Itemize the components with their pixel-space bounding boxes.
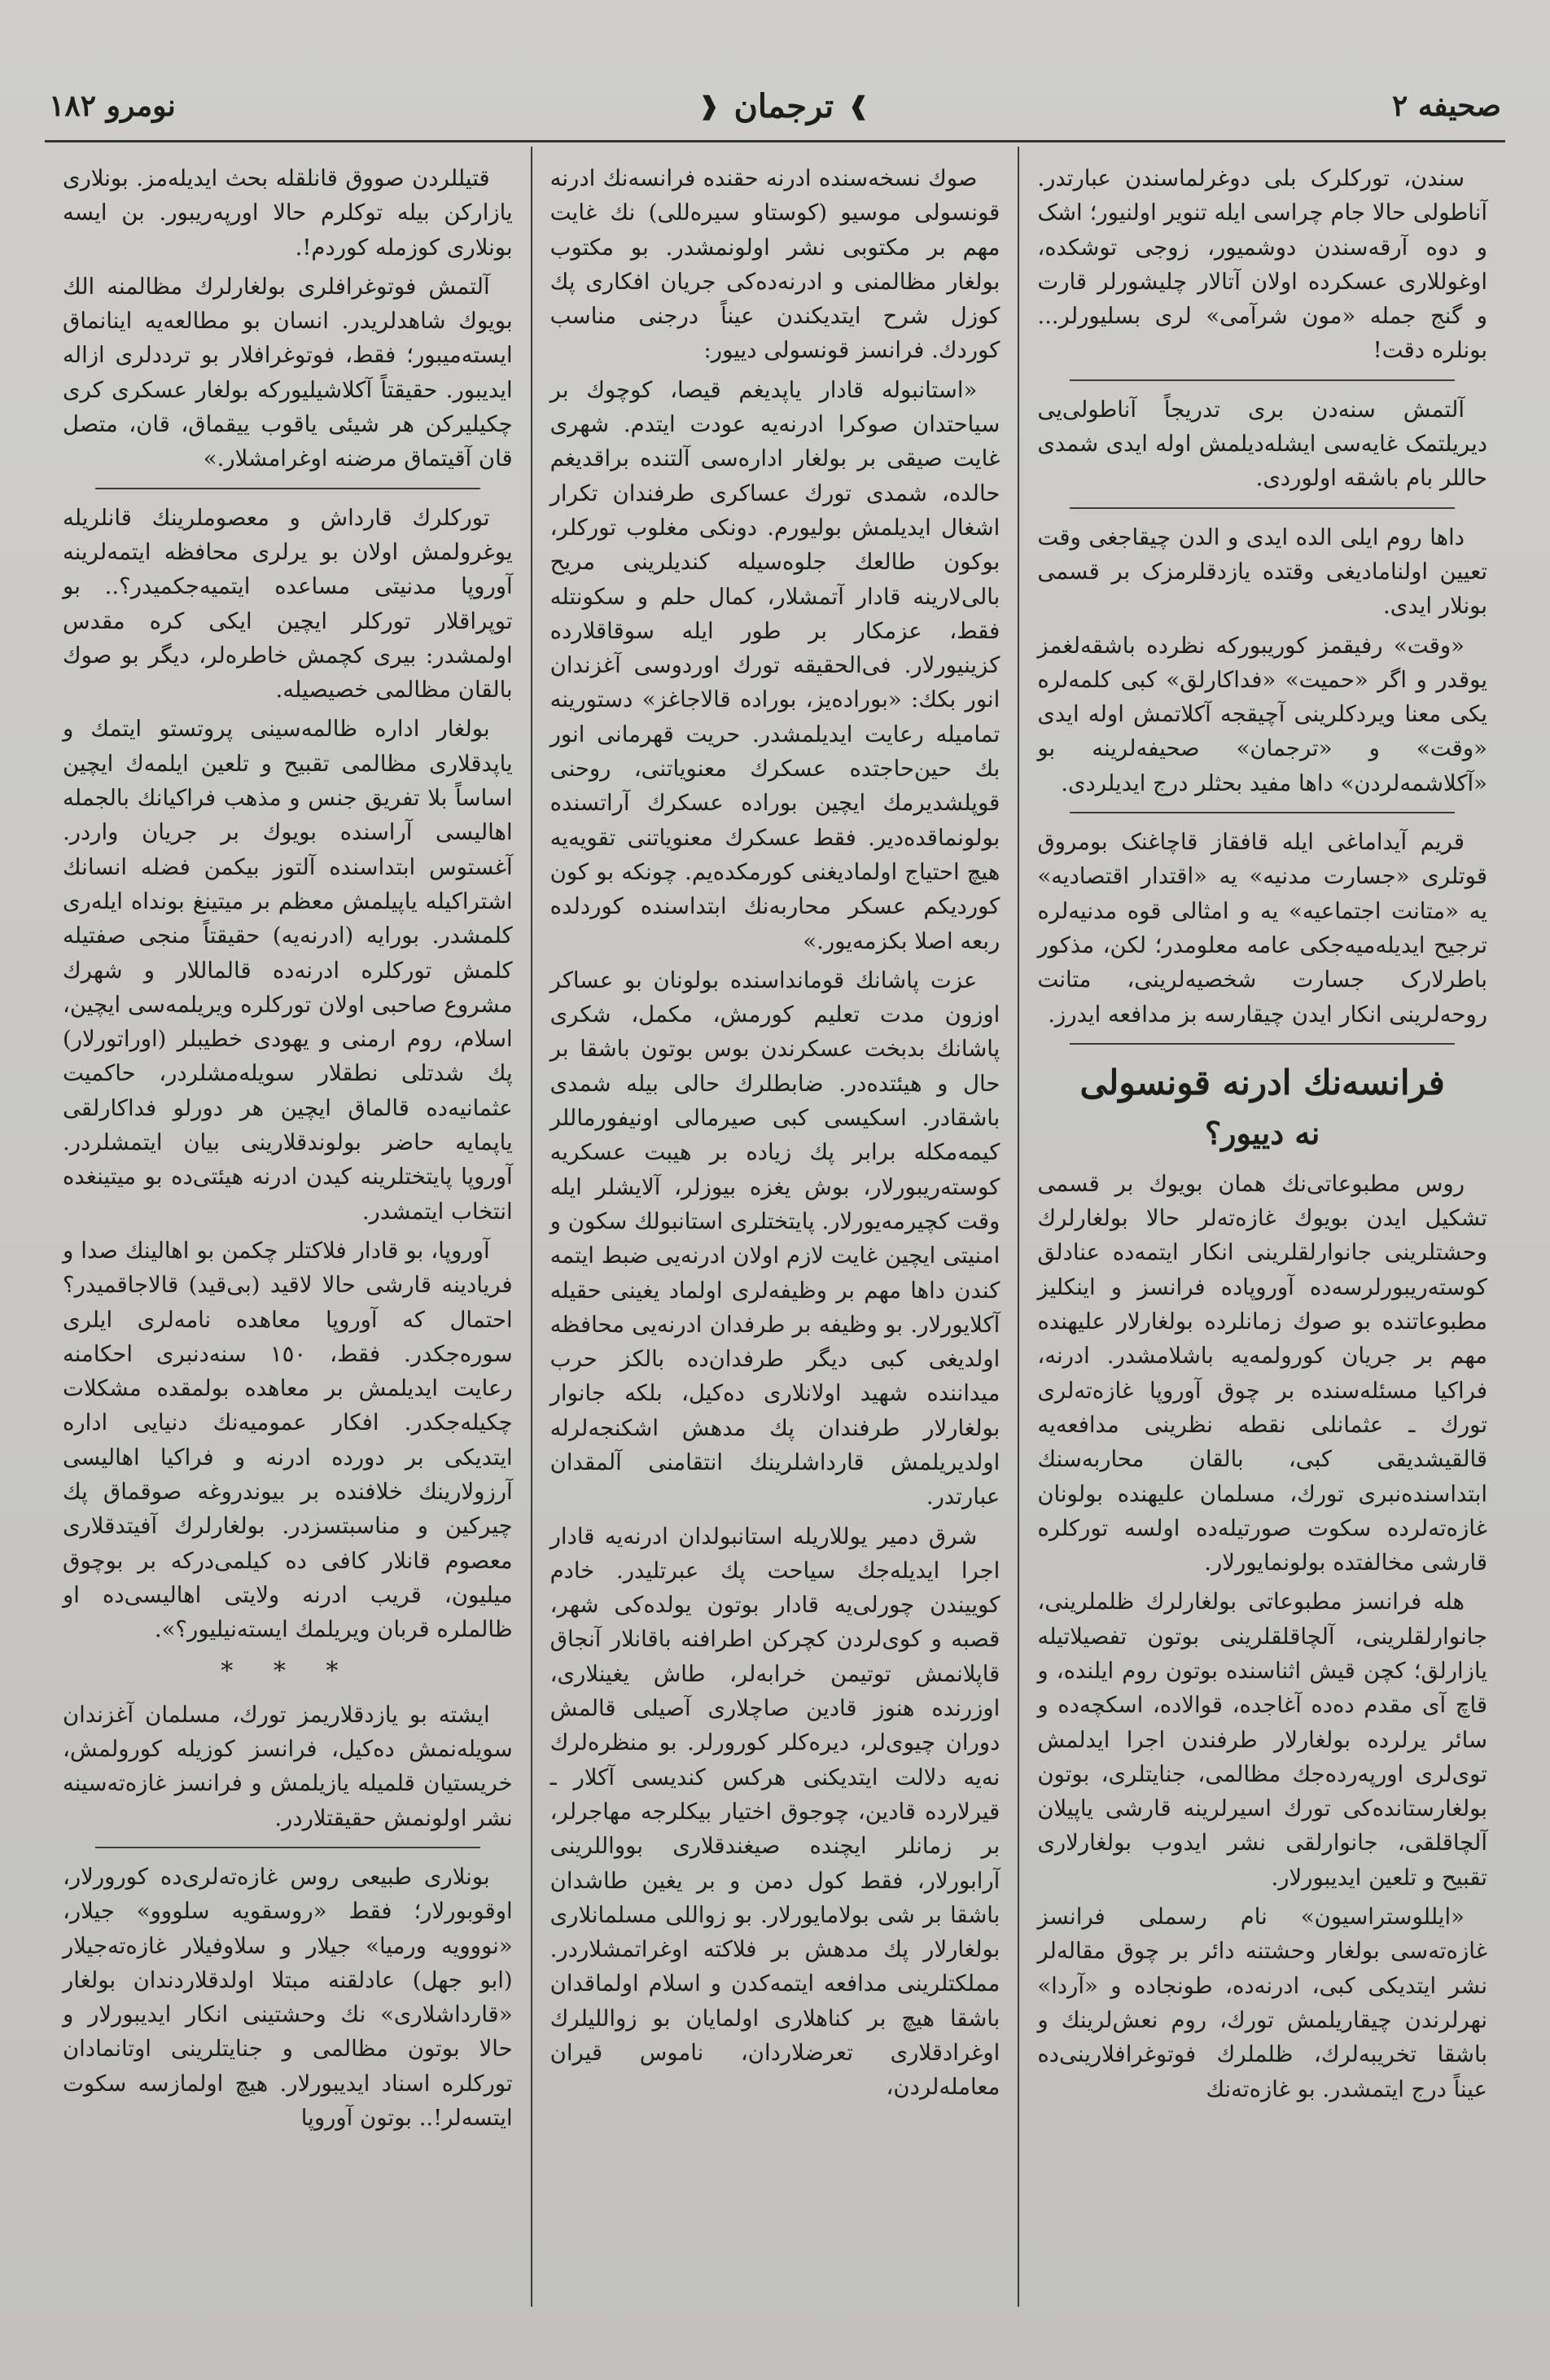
divider <box>95 488 480 489</box>
paragraph: «استانبوله قادار یاپدیغم قیصا، کوچوك بر سیاحتدان صوکرا ادرنه‌یه عودت ایتدم. شهری غایت صیقی بر بولغار اداره‌سی آلتنده براقدیغم حالده، شمدی تورك عساکری طرفندان تکرار اشغال ایدیلمش بولیورم. دونکی مغلوب تورکلر، بوکون طالعك جلوه‌سیله کندیلرینی مریح بالی‌لارینه قادار آتمشلار، کمال حلم و سکونتله فقط، عزمکار بر طور ایله سوقاقلارده کزینیورلار. فی‌الحقیقه تورك اوردوسی آغزندان انور بکك: «بوراده‌یز، بوراده قالاجاغز» دستورینه تمامیله رعایت ایدیلمشدر. حریت قهرمانی انور بك حین‌حاجتده عسکرك معنویاتنی، روحنی قوپلشدیرمك ایچین بوراده عسکرك آراتسنده بولونماقده‌دیر. فقط عسکرك معنویاتنی تقویه‌یه هیچ احتیاج اولمادیغنی کورمکده‌یم. چونکه بو کون کوردیکم عسکر محاربه‌نك ابتداسنده کوردلده ربعه اصلا بکزمه‌یور.» <box>550 376 1000 954</box>
paragraph: بونلاری طبیعی روس غازه‌ته‌لری‌ده کورورلار، اوقوبورلار؛ فقط «روسقویه سلووو» جیلار، «نووویه ورمیا» جیلار و سلاوفیلار غازه‌ته‌جیلار (ابو جهل) عادلقنه مبتلا اولدقلاردندان بولغار «قارداشلاری» نك وحشتینی انکار ایدیبورلار و حالا بوتون مظالمی و جنایتلرینی اوتانمادان تورکلره اسناد ایدیبورلار. هیچ اولمازسه سکوت ایتسه‌لر!.. بوتون آوروپا <box>62 1863 513 2132</box>
article-headline: فرانسه‌نك ادرنه قونسولی <box>1079 1062 1445 1102</box>
paragraph: قتیللردن صووق قانلقله بحث ایدیله‌مز. بونلاری یازارکن بیله توکلرم حالا اورپه‌ریبور. بن ایسه بونلاری کوزمله کوردم!. <box>62 165 513 261</box>
paragraph: هله فرانسز مطبوعاتی بولغارلرك ظلملرینی، جانوارلقلرینی، آلچاقلقلرینی بوتون تفصیلاتیله یازارلق؛ کچن قیش اثناسنده بوتون روم ایلنده، و قاچ آی مقدم ده‌ده آغاجده، قوالاده، اسکچه‌ده و سائر یرلرده بولغارلار طرفندن اجرا ایدلمش توی‌لری اورپه‌رده‌جك مظالمی، جنایتلری، بوتون بولغارستانده‌کی تورك اسیرلرینه قارشی یاپیلان آلچاقلقی، جانوارلقی نشر ایدوب بولغارلاری تقبیح و تلعین ایدیبورلار. <box>1037 1589 1487 1891</box>
paragraph: ایشته بو یازدقلاریمز تورك، مسلمان آغزندان سویله‌نمش ده‌کیل، فرانسز کوزیله کورولمش، خریستیان قلمیله یازیلمش و فرانسز غازه‌ته‌سینه نشر اولونمش حقیقتلاردر. <box>62 1701 513 1831</box>
paragraph: شرق دمیر یوللاریله استانبولدان ادرنه‌یه قادار اجرا ایدیله‌جك سیاحت پك عبرتلیدر. خادم کوییندن چورلی‌یه قادار بوتون یولده‌کی شهر، قصبه و کوی‌لردن کچرکن اطرافنه باقانلار آنجاق قاپلانمش توتیمن خرابه‌لر، طاش یغینلاری، اوزرنده هنوز قادین صاچلاری آصیلی قالمش دوران چیوی‌لر، دیره‌کلر کورورلر. بو منظره‌لرك نه‌یه دلالت ایتدیکنی هرکس کندیسی آکلار ـ قیرلارده قادین، چوجوق اختیار بیکلرجه مهاجرلر، بر زمانلر ایچنده صیغندقلاری بوواللرینی آرابورلار، فقط کول دمن و بر یغین طاشدان باشقا بر شی بولامایورلار. بو زواللی مسلمانلاری بولغارلار پك مدهش بر فلاکته اوغراتمشلاردر. مملکتلرینی مدافعه ایتمه‌کدن و اسلام اولماقدان باشقا هیچ بر کناهلاری اولمایان بو زواللیلرك اوغرادقلاری تعرضلاردان، ناموس قیران معامله‌لردن، <box>550 1523 1000 2101</box>
divider <box>1070 379 1455 381</box>
divider <box>1070 1043 1455 1045</box>
article-subheadline: نه دییور؟ <box>1205 1114 1320 1151</box>
paragraph: روس مطبوعاتی‌نك همان بویوك بر قسمی تشکیل ایدن بویوك غازه‌ته‌لر حالا بولغارلرك وحشتلرینی جانوارلقلرینی انکار ایتمه‌ده عنادلق کوسته‌ریبورلرسه‌ده آوروپاده فرانسز و اینکلیز مطبوعاتنده بو صوك زمانلرده بولغارلار علیهنده مهم بر جریان کورولمه‌یه باشلامشدر. ادرنه، فراکیا مسئله‌سنده بر چوق آوروپا غازه‌ته‌لری تورك ـ عثمانلی نقطه نظرینی مدافعه‌یه قالقیشدیقی کبی، بالقان محاربه‌سنك ابتداسنده‌نبری تورك، مسلمان علیهنده بولونان غازه‌ته‌لرده سکوت صورتیله‌ده اولسه تورکلره قارشی مخالفتده بولونمایورلار. <box>1037 1170 1487 1576</box>
paragraph: آلتمش سنه‌دن بری تدریجاً آناطولی‌یی دیریلتمک غایه‌سی ایشله‌دیلمش اوله ایدی شمدی حاللر بام باشقه اولوردی. <box>1037 396 1487 492</box>
page-header <box>49 65 1501 147</box>
issue-number: نومرو ١٨٢ <box>49 89 176 123</box>
paragraph: عزت پاشانك قوماندا‌سنده بولونان بو عساکر اوزون مدت تعلیم کورمش، مکمل، شکری پاشانك بدبخت عسکرندن بوس بوتون باشقا بر حال و هیئتده‌در. ضابطلرك حالی بیله شمدی باشقادر. اسکیسی کبی صیرمالی اونیفورماللر کیمه‌مکله برابر پك زیاده بر هیبت عسکریه کوسته‌ریبورلار، بوش یغزه بیوزلر، آلایشلر ایله وقت کچیرمه‌یورلار. پایتختلری استانبولك سکون و امنیتی ایچین غایت لازم اولان ادرنه‌یی ضبط ایتمه کندن داها مهم بر وظیفه‌لری اولماد یغینی حقیله آکلایورلار. بو وظیفه بر طرفدان ادرنه‌یی محافظه اولدیغی کبی دیگر طرفدان‌ده بالکز حرب میداننده شهید اولانلاری ده‌کیل، بلکه جانوار بولغارلار طرفندان پك مدهش اشکنجه‌لرله اولدیریلمش قارداشلرینك انتقامنی آلمقدان عبارتدر. <box>550 966 1000 1510</box>
section-stars: * * * <box>221 1657 355 1686</box>
masthead <box>698 87 869 125</box>
paragraph: آوروپا، بو قادار فلاکتلر چکمن بو اهالینك صدا و فریادینه قارشی حالا لاقید (بی‌قید) قالاجاقمیدر؟ احتمال که آوروپا معاهده نامه‌لری ایلری سوره‌جکدر. فقط، ١٥٠ سنه‌دنبری احکامنه رعایت ایدیلمش بر معاهده بولمقده مشکلات چکیله‌جکدر. افکار عمومیه‌نك دنیایی اداره ایتدیکی بر دورده ادرنه و فراکیا اهالیسی آرزولارینك خلافنده بر بیوندروغه صوقماق پك چیرکین و مناسبتسزدر. بولغارلرك آفیتدقلاری معصوم قانلار کافی ده کیلمی‌درکه بر بوچوق میلیون، قریب ادرنه ولایتی اهالیسی‌ده او ظالملره قربان ویریلمك ایسته‌نیلیور؟». <box>62 1237 513 1643</box>
column-left <box>45 147 531 2307</box>
paragraph: صوك نسخه‌سنده ادرنه حقنده فرانسه‌نك ادرنه قونسولی موسیو (کوستاو سیره‌للی) نك غایت مهم بر مکتوبی نشر اولونمشدر. بو مکتوب بولغار مظالمنی و ادرنه‌ده‌کی جریان افکاری پك کوزل شرح ایتدیکندن عیناً درجنی مناسب کوردك. فرانسز قونسولی دییور: <box>550 165 1000 364</box>
ornament-left-icon: ❰ <box>698 91 720 121</box>
paragraph: «وقت» رفیقمز کوریبورکه نظرده باشقه‌لغمز یوقدر و اگر «حمیت» «فداکارلق» کبی کلمه‌لره یکی معنا ویردکلرینی آچیقجه آکلاتمش اوله ایدی «وقت» و «ترجمان» صحیفه‌لرینه بو «آکلاشمه‌لردن» داها مفید بحثلر درج ایدیلردی. <box>1037 632 1487 796</box>
paragraph: بولغار اداره ظالمه‌سینی پروتستو ایتمك و یاپدقلاری مظالمی تقبیح و تلعین ایلمه‌ك ایچین اساساً بلا تفریق جنس و مذهب فراکیانك بالجمله اهالیسی آراسنده بویوك بر جریان واردر. آغستوس ابتداسنده آلتوز بیکمن فضله انسانك اشتراکیله یاپیلمش معظم بر میتینغ بونداه ایله‌ری کلمشدر. بورایه (ادرنه‌یه) حقیقتاً منجی صفتیله کلمش تورکلره ادرنه‌ده قالماللار و شهرك مشروع صاحبی اولان تورکلره ویریلمه‌سی ایچین، اسلام، روم ارمنی و یهودی خطیبلر (اوراتورلار) پك شدتلی نطقلار سویله‌مشلردر، حاکمیت عثمانیه‌ده قالماق ایچین هر دورلو فداکارلقی یاپمایه حاضر بولوندقلارینی بیان ایتمشلردر. آوروپا پایتختلرینه کیدن ادرنه هیئتی‌ده بو میتینغده انتخاب ایتمشدر. <box>62 716 513 1225</box>
header-rule <box>45 140 1505 142</box>
paragraph: سندن، تورکلرک بلی دوغرلماسندن عبارتدر. آناطولی حالا جام چراسی ایله تنویر اولنیور؛ اشک و دوه آرقه‌سندن دوشمیور، زوجی توشکده، اوغوللاری عسکرده اولان آتالار چلیشورلر قارت و گنج جمله «مون شرآمی» لری بسلیورلر... بونلره دقت! <box>1037 165 1487 364</box>
paragraph: آلتمش فوتوغرافلری بولغارلرك مظالمنه الك بویوك شاهدلریدر. انسان بو مطالعه‌یه اینانماق ایسته‌میبور؛ فقط، فوتوغرافلار بو تردد‌لری ازاله ایدیبور. حقیقتاً آکلاشیلیورکه بولغار عسکری کری چکیلیرکن هر شیئی یاقوب ییقماق، قان، متصل قان آقیتماق مرضنه اوغرامشلار.» <box>62 273 513 472</box>
divider <box>1070 507 1455 509</box>
divider <box>95 1847 480 1848</box>
divider <box>1070 812 1455 813</box>
paragraph: تورکلرك قارداش و معصوملرینك قانلریله یوغرولمش اولان بو یرلری محافظه ایتمه‌لرینه آوروپا مدنیتی مساعده ایتمیه‌جکمیدر؟.. بو توپراقلار تورکلر ایچین ایکی کره مقدس اولمشدر: بیری کچمش خاطره‌لر، دیگر بو صوك بالقان مظالمی خصیصیله. <box>62 504 513 703</box>
article-columns <box>45 147 1505 2307</box>
paragraph: «ایللوستراسیون» نام رسملی فرانسز غازه‌ته‌سی بولغار وحشتنه دائر بر چوق مقاله‌لر نشر ایتدیکی کبی، ادرنه‌ده، طونجاده و «آردا» نهرلرندن چیقاریلمش تورك، روم نعش‌لرینك و باشقا تخریبه‌لرك، ظلملرك فوتوغرافلارینی‌ده عیناً درج ایتمشدر. بو غازه‌ته‌نك <box>1037 1904 1487 2102</box>
ornament-right-icon: ❱ <box>848 91 869 121</box>
column-right <box>1018 147 1505 2307</box>
column-middle <box>531 147 1018 2307</box>
paragraph: قریم آیداماغی ایله قافقاز قاچاغنک بومروق قوتلری «جسارت مدنیه» یه «اقتدار اقتصادیه» یه «متانت اجتماعیه» یه و امثالی قوه مدنیه‌لره ترجیح ایدیله‌میه‌جکی عامه معلومدر؛ لکن، مذکور باطرلارک جسارت شخصیه‌لرینی، متانت روحه‌لرینی انکار ایدن چیقارسه بز مدافعه ایدرز. <box>1037 829 1487 1028</box>
paragraph: داها روم ایلی الده ایدی و الدن چیقاجغی وقت تعیین اولنامادیغی وقتده یازدقلرمزک بر قسمی بونلار ایدی. <box>1037 524 1487 620</box>
page-number: صحیفه ٢ <box>1391 89 1501 123</box>
paper-name: ترجمان <box>733 86 834 125</box>
